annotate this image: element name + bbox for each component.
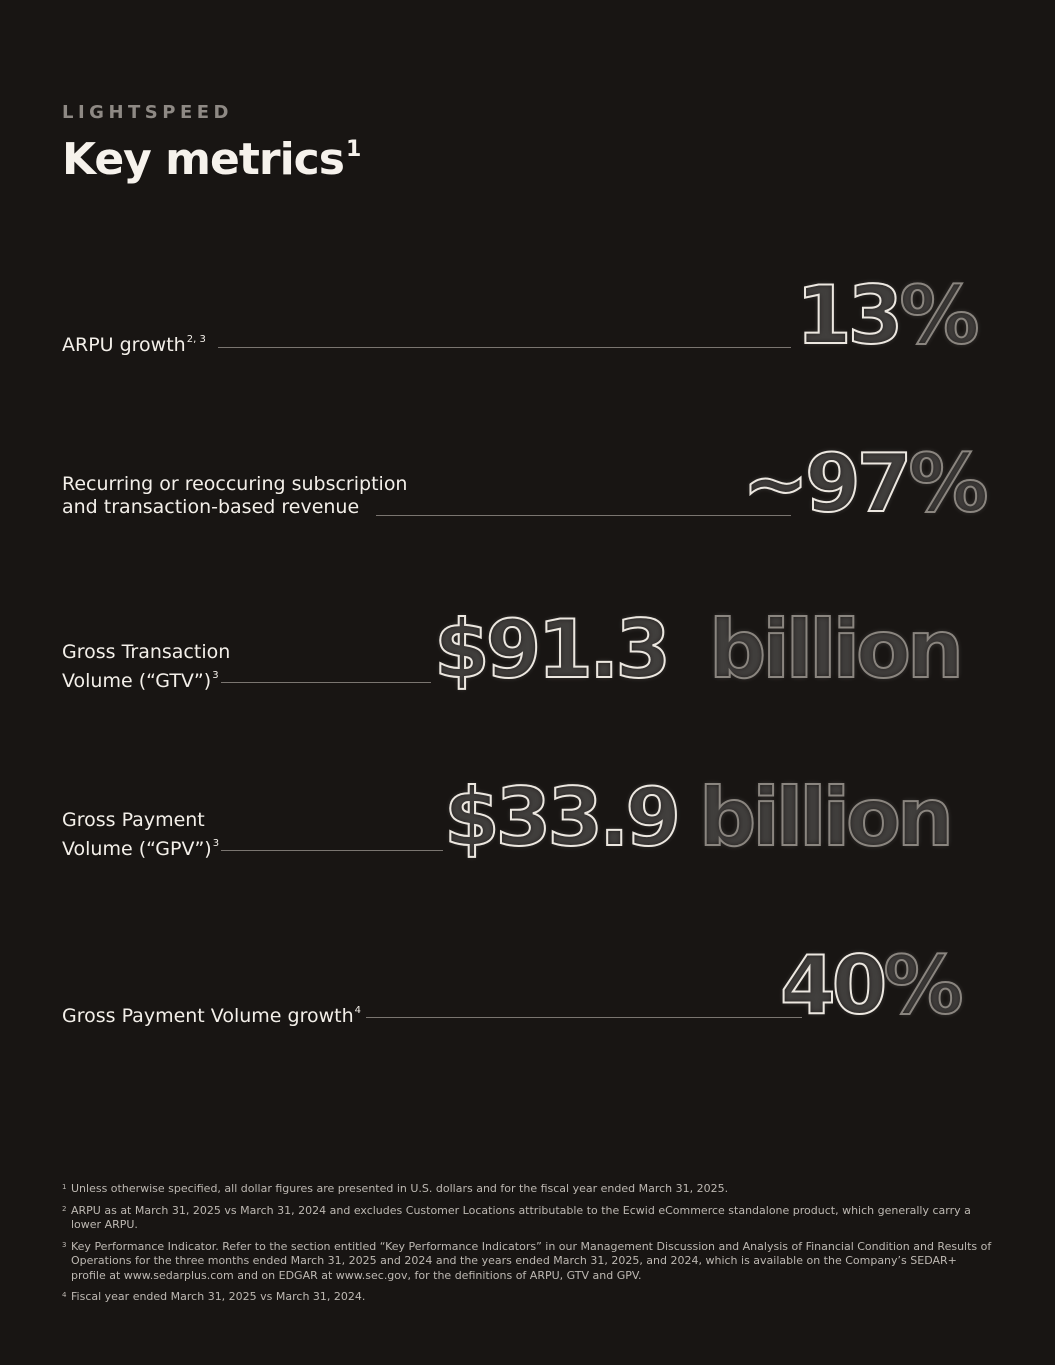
footnote-number: 2 — [62, 1204, 67, 1213]
metric-value-unit: % — [908, 437, 985, 530]
metric-gtv — [0, 604, 1055, 699]
metric-value-number: 13 — [796, 269, 900, 362]
metric-value — [742, 438, 985, 530]
page-title-text: Key metrics — [62, 134, 344, 185]
footnote-number: 1 — [62, 1183, 67, 1191]
metric-gpv — [0, 772, 1055, 867]
footnote-text: Unless otherwise specified, all dollar figures are presented in U.S. dollars and for the fiscal year ended March 31, 2025. — [71, 1182, 729, 1195]
metric-value — [780, 940, 959, 1032]
footnote-text: Key Performance Indicator. Refer to the section entitled “Key Performance Indicators” in our Management Discussion and Analysis of Financial Condition and Results of Operations for the three months ended March 31, 2025 and 2024 and the years ended March 31, 2025, and 2024, which is available on the Company’s SEDAR+ profile at www.sedarplus.com and on EDGAR at www.sec.gov, for the definitions of ARPU, GTV and GPV. — [71, 1239, 992, 1282]
page-title — [62, 134, 361, 185]
footnote-ref: 2, 3 — [186, 334, 206, 345]
metric-label-line2: and transaction-based revenue — [62, 496, 360, 518]
metric-value-number: 40 — [780, 939, 884, 1032]
metric-label-line1: ARPU growth — [62, 334, 186, 356]
metric-value — [434, 604, 960, 696]
metric-label — [62, 641, 230, 693]
metric-label-line2: Volume (“GTV”) — [62, 670, 212, 692]
metric-value-unit: billion — [699, 771, 950, 864]
metric-value-unit: % — [883, 939, 960, 1032]
footnote — [62, 1240, 992, 1284]
footnote-number: 3 — [62, 1240, 67, 1249]
metric-label — [62, 809, 219, 861]
page-title-footnote-ref: 1 — [345, 137, 362, 162]
brand-name: LIGHTSPEED — [62, 102, 233, 123]
metric-label — [62, 328, 206, 357]
footnote-text: Fiscal year ended March 31, 2025 vs March 31, 2024. — [71, 1290, 366, 1303]
leader-line — [221, 850, 443, 851]
footnotes — [62, 1182, 992, 1312]
metric-label-line1: Gross Transaction — [62, 641, 231, 663]
footnote — [62, 1182, 992, 1197]
footnote-ref: 4 — [354, 1005, 361, 1016]
metric-label — [62, 473, 407, 519]
metric-value-unit: % — [899, 269, 976, 362]
metric-value-number: $33.9 — [444, 771, 678, 864]
metric-label-line1: Recurring or reoccuring subscription — [62, 473, 408, 495]
metric-value-number: $91.3 — [434, 603, 668, 696]
metric-label — [62, 999, 361, 1028]
metric-label-line1: Gross Payment Volume growth — [62, 1005, 354, 1027]
metric-gpv-growth — [0, 940, 1055, 1030]
metric-label-line1: Gross Payment — [62, 809, 205, 831]
footnote-ref: 3 — [212, 838, 220, 849]
metric-value — [796, 270, 975, 362]
footnote-text: ARPU as at March 31, 2025 vs March 31, 2024 and excludes Customer Locations attributable to the Ecwid eCommerce standalone product, which generally carry a lower ARPU. — [71, 1203, 971, 1231]
leader-line — [221, 682, 431, 683]
metric-arpu-growth — [0, 270, 1055, 360]
metric-label-line2: Volume (“GPV”) — [62, 838, 212, 860]
leader-line — [366, 1017, 802, 1018]
leader-line — [218, 347, 791, 348]
metric-value — [444, 772, 950, 864]
leader-line — [376, 515, 791, 516]
metric-value-unit: billion — [709, 603, 960, 696]
metric-value-number: ~97 — [742, 437, 909, 530]
footnote — [62, 1290, 992, 1305]
footnote — [62, 1204, 992, 1233]
footnote-ref: 3 — [212, 670, 219, 681]
footnote-number: 4 — [62, 1291, 67, 1299]
metric-recurring-revenue — [0, 438, 1055, 528]
